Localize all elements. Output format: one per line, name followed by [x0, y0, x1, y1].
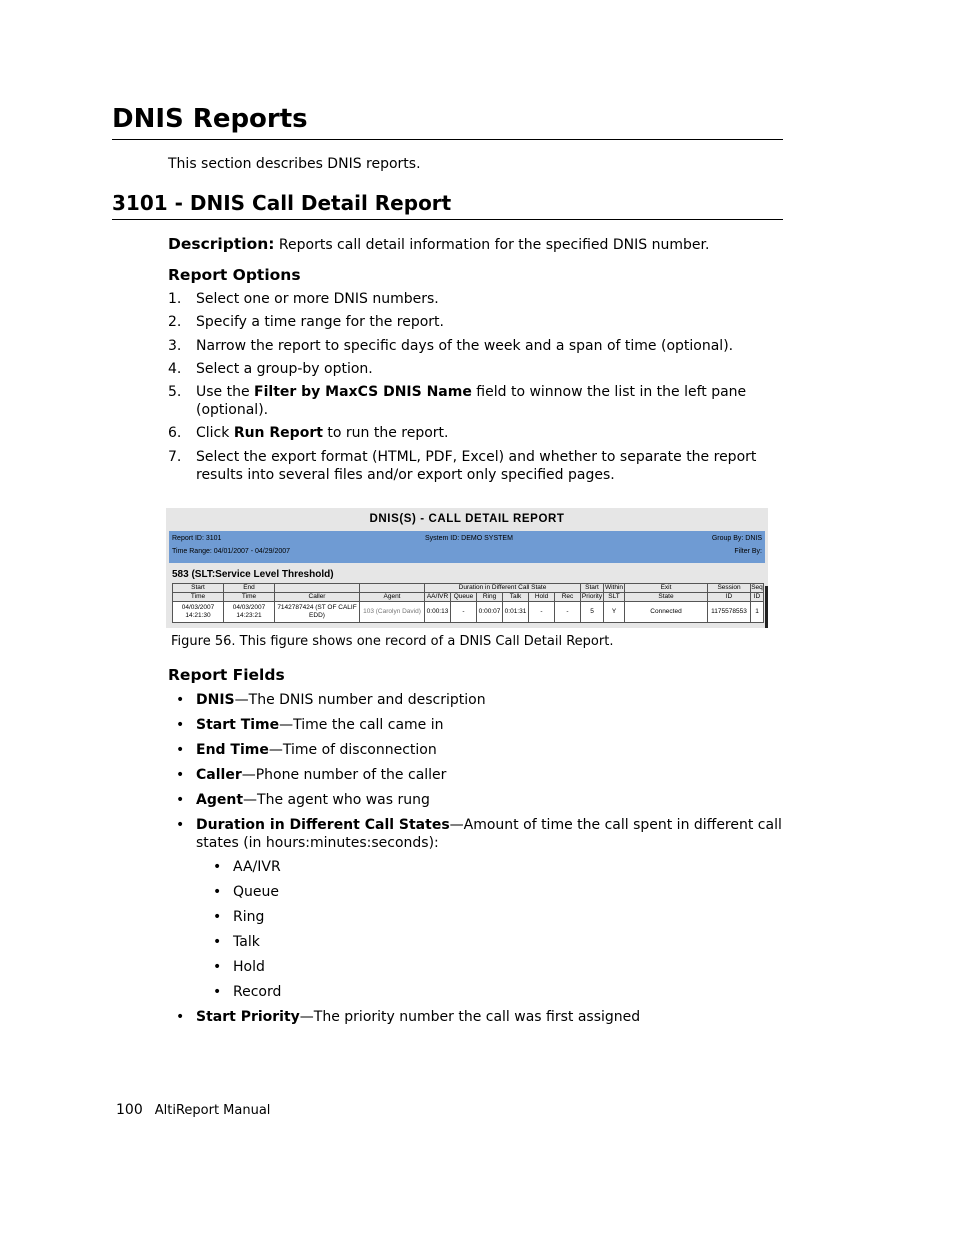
list-item — [168, 313, 778, 331]
field-name: Agent — [196, 792, 244, 808]
report-info-band — [169, 531, 765, 563]
list-item — [213, 858, 786, 876]
field-desc: —Time of disconnection — [268, 742, 437, 758]
bullet-icon: • — [213, 859, 222, 875]
field-name: Start Priority — [196, 1009, 300, 1025]
header-cell: End — [224, 584, 275, 593]
field-name: Duration in Different Call States — [196, 817, 450, 833]
header-cell: Session — [708, 584, 751, 593]
list-item — [176, 716, 786, 734]
list-item — [213, 908, 786, 926]
sub-item-label: Queue — [233, 884, 279, 900]
caller-cell: 7142787424 (ST OF CALIF EDD) — [275, 602, 360, 623]
table-header-row — [173, 584, 764, 593]
bullet-icon: • — [213, 959, 222, 975]
step-text: Select one or more DNIS numbers. — [196, 291, 439, 307]
step-text: to run the report. — [322, 425, 449, 442]
table-row — [173, 602, 764, 623]
list-item — [176, 741, 786, 759]
list-item — [213, 933, 786, 951]
header-cell — [360, 584, 425, 593]
header-cell: Within — [604, 584, 624, 591]
sub-item-label: Ring — [233, 909, 265, 925]
talk-cell: 0:01:31 — [503, 602, 529, 623]
step-text: Click — [196, 425, 234, 442]
bullet-icon: • — [176, 792, 185, 808]
report-options-title: Report Options — [168, 266, 301, 284]
list-item — [176, 791, 786, 809]
step-text: Select a group-by option. — [196, 360, 373, 377]
header-cell: Duration in Different Call State — [425, 584, 581, 593]
step-text: Select the export format (HTML, PDF, Excel) and whether to separate the report results into several files and/or export only specified pages. — [196, 448, 757, 483]
group-by: Group By: DNIS — [711, 535, 762, 542]
session-id-cell: 1175578553 — [708, 602, 751, 623]
manual-name: AltiReport Manual — [154, 1103, 271, 1118]
header-cell: ID — [751, 593, 764, 602]
list-item — [168, 360, 778, 378]
page-footer — [116, 1101, 270, 1120]
list-item — [176, 1008, 786, 1026]
step-bold: Run Report — [233, 425, 323, 442]
report-table — [172, 583, 764, 623]
system-id: System ID: DEMO SYSTEM — [425, 535, 513, 542]
step-number: 5. — [168, 384, 182, 401]
step-text: Specify a time range for the report. — [196, 314, 444, 331]
list-item — [168, 424, 778, 442]
aaivr-cell: 0:00:13 — [425, 602, 451, 623]
header-cell: ID — [708, 593, 751, 602]
description — [168, 235, 709, 254]
report-fields-list — [176, 691, 786, 1033]
queue-cell: - — [451, 602, 477, 623]
heading-rule — [112, 139, 783, 140]
list-item — [168, 337, 778, 355]
rec-cell: - — [555, 602, 581, 623]
header-cell: Caller — [275, 593, 360, 602]
header-cell: Ring — [477, 593, 503, 602]
bullet-icon: • — [176, 692, 185, 708]
header-cell: State — [625, 593, 708, 602]
field-name: Caller — [196, 767, 242, 783]
header-cell: Rec — [555, 593, 581, 602]
ring-cell: 0:00:07 — [477, 602, 503, 623]
call-states-sublist — [196, 858, 786, 1001]
report-id: Report ID: 3101 — [172, 535, 222, 542]
field-desc: —Phone number of the caller — [241, 767, 447, 783]
time-range: Time Range: 04/01/2007 - 04/29/2007 — [172, 548, 291, 555]
figure-title: DNIS(S) - CALL DETAIL REPORT — [369, 513, 565, 525]
list-item — [168, 448, 778, 484]
section-title: 3101 - DNIS Call Detail Report — [112, 191, 452, 215]
field-name: DNIS — [196, 692, 235, 708]
header-cell: SLT — [604, 593, 625, 602]
bullet-icon: • — [213, 984, 222, 1000]
header-cell: Queue — [451, 593, 477, 602]
field-desc: —The agent who was rung — [243, 792, 430, 808]
figure-subtitle: 583 (SLT:Service Level Threshold) — [172, 569, 334, 580]
sub-item-label: Talk — [233, 934, 260, 950]
section-rule — [112, 219, 783, 220]
sub-item-label: Record — [233, 984, 282, 1000]
list-item — [213, 883, 786, 901]
header-cell: Start — [581, 584, 604, 593]
list-item — [176, 691, 786, 709]
bullet-icon: • — [176, 717, 185, 733]
header-cell: Talk — [503, 593, 529, 602]
list-item — [168, 383, 778, 419]
field-desc: —Amount of time the call spent in different call states (in hours:minutes:seconds): — [196, 817, 782, 851]
priority-cell: 5 — [581, 602, 604, 623]
header-cell: Time — [173, 593, 224, 602]
step-number: 6. — [168, 425, 182, 442]
list-item — [168, 290, 778, 308]
step-number: 2. — [168, 314, 182, 331]
bullet-icon: • — [176, 1009, 185, 1025]
bullet-icon: • — [176, 817, 185, 833]
step-bold: Filter by MaxCS DNIS Name — [254, 384, 472, 401]
header-cell: AA/IVR — [425, 593, 451, 602]
intro-text: This section describes DNIS reports. — [168, 156, 421, 172]
step-text: field to winnow the list in the left pane (optional). — [196, 384, 747, 419]
end-time-cell: 04/03/2007 14:23:21 — [224, 602, 275, 623]
header-cell — [275, 584, 360, 593]
list-item — [213, 958, 786, 976]
step-number: 1. — [168, 291, 182, 307]
header-cell: Seq — [751, 584, 763, 591]
header-cell: Start — [173, 584, 224, 593]
header-cell: Time — [224, 593, 275, 602]
page-heading: DNIS Reports — [112, 104, 308, 134]
hold-cell: - — [529, 602, 555, 623]
description-label: Description: — [168, 235, 275, 253]
header-cell: Exit — [625, 584, 708, 593]
report-fields-title: Report Fields — [168, 666, 285, 684]
list-item — [213, 983, 786, 1001]
filter-by: Filter By: — [734, 548, 762, 555]
bullet-icon: • — [176, 742, 185, 758]
start-time-cell: 04/03/2007 14:21:30 — [173, 602, 224, 623]
bullet-icon: • — [213, 909, 222, 925]
figure-caption: Figure 56. This figure shows one record of a DNIS Call Detail Report. — [171, 634, 614, 649]
field-name: Start Time — [196, 717, 280, 733]
list-item — [176, 766, 786, 784]
header-cell: Hold — [529, 593, 555, 602]
report-options-list — [168, 290, 778, 489]
field-desc: —The DNIS number and description — [234, 692, 486, 708]
header-cell: Agent — [360, 593, 425, 602]
step-number: 3. — [168, 337, 182, 354]
slt-cell: Y — [604, 602, 625, 623]
step-text: Use the — [196, 384, 255, 401]
field-desc: —The priority number the call was first assigned — [299, 1009, 641, 1025]
field-name: End Time — [196, 742, 269, 758]
figure-edge — [765, 586, 768, 628]
exit-state-cell: Connected — [625, 602, 708, 623]
step-number: 4. — [168, 360, 182, 377]
report-figure — [166, 508, 768, 628]
sub-item-label: AA/IVR — [233, 859, 281, 875]
agent-cell: 103 (Carolyn David) — [360, 602, 425, 623]
field-desc: —Time the call came in — [279, 717, 444, 733]
list-item — [176, 816, 786, 1001]
description-text: Reports call detail information for the specified DNIS number. — [274, 237, 710, 253]
bullet-icon: • — [213, 934, 222, 950]
bullet-icon: • — [213, 884, 222, 900]
page-number: 100 — [116, 1102, 143, 1118]
table-header-row — [173, 593, 764, 602]
bullet-icon: • — [176, 767, 185, 783]
seq-id-cell: 1 — [751, 602, 764, 623]
sub-item-label: Hold — [233, 959, 265, 975]
step-text: Narrow the report to specific days of the week and a span of time (optional). — [196, 337, 734, 354]
header-cell: Priority — [581, 593, 603, 600]
step-number: 7. — [168, 448, 182, 465]
